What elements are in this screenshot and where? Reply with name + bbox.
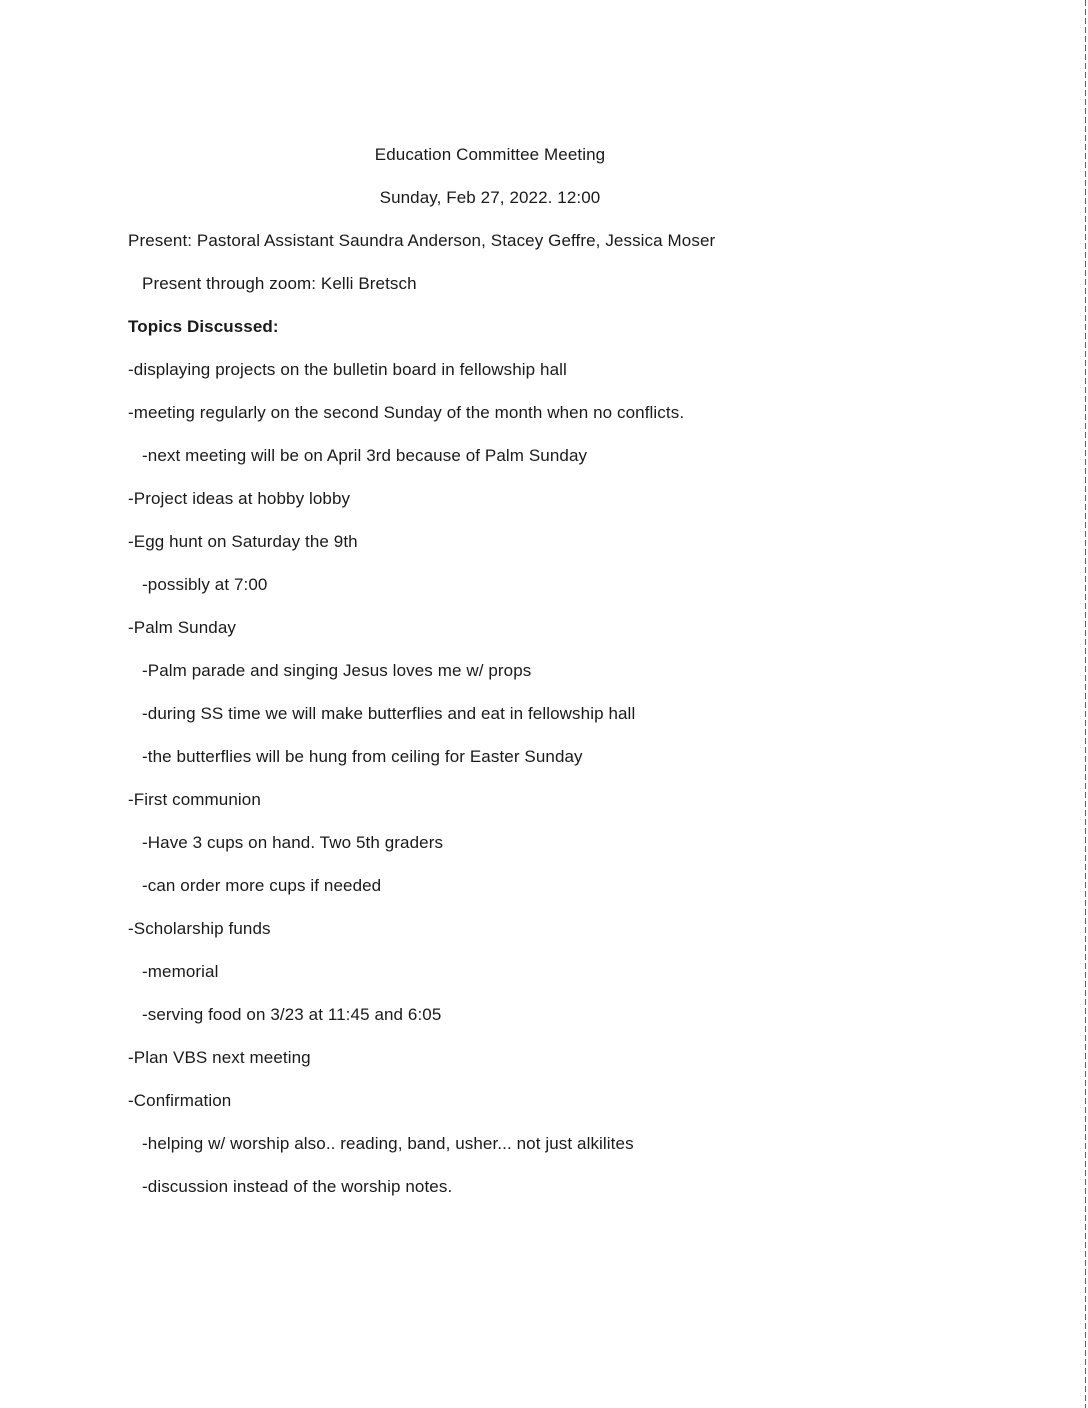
topic-subitem: -Palm parade and singing Jesus loves me w/ props <box>142 661 532 680</box>
topic-subitem: -discussion instead of the worship notes. <box>142 1177 453 1196</box>
scan-edge-artifact <box>1085 0 1086 1408</box>
attendees-present: Present: Pastoral Assistant Saundra Anderson, Stacey Geffre, Jessica Moser <box>128 231 716 250</box>
meeting-title: Education Committee Meeting <box>374 145 606 164</box>
topic-subitem: -during SS time we will make butterflies and eat in fellowship hall <box>142 704 636 723</box>
topic-subitem: -serving food on 3/23 at 11:45 and 6:05 <box>142 1005 442 1024</box>
topic-subitem: -possibly at 7:00 <box>142 575 268 594</box>
topic-item: -Palm Sunday <box>128 618 236 637</box>
topic-item: -Confirmation <box>128 1091 232 1110</box>
topic-subitem: -the butterflies will be hung from ceiling for Easter Sunday <box>142 747 583 766</box>
topic-subitem: -Have 3 cups on hand. Two 5th graders <box>142 833 444 852</box>
topic-item: -Project ideas at hobby lobby <box>128 489 351 508</box>
topic-item: -Scholarship funds <box>128 919 271 938</box>
topic-item: -displaying projects on the bulletin board in fellowship hall <box>128 360 567 379</box>
topics-heading: Topics Discussed: <box>128 317 279 336</box>
topic-subitem: -next meeting will be on April 3rd because of Palm Sunday <box>142 446 588 465</box>
topic-item: -Egg hunt on Saturday the 9th <box>128 532 358 551</box>
topic-subitem: -can order more cups if needed <box>142 876 382 895</box>
topic-subitem: -memorial <box>142 962 219 981</box>
topic-item: -Plan VBS next meeting <box>128 1048 311 1067</box>
topic-subitem: -helping w/ worship also.. reading, band, usher... not just alkilites <box>142 1134 634 1153</box>
attendees-zoom: Present through zoom: Kelli Bretsch <box>142 274 417 293</box>
meeting-date: Sunday, Feb 27, 2022. 12:00 <box>379 188 601 207</box>
topic-item: -meeting regularly on the second Sunday of the month when no conflicts. <box>128 403 685 422</box>
topic-item: -First communion <box>128 790 261 809</box>
